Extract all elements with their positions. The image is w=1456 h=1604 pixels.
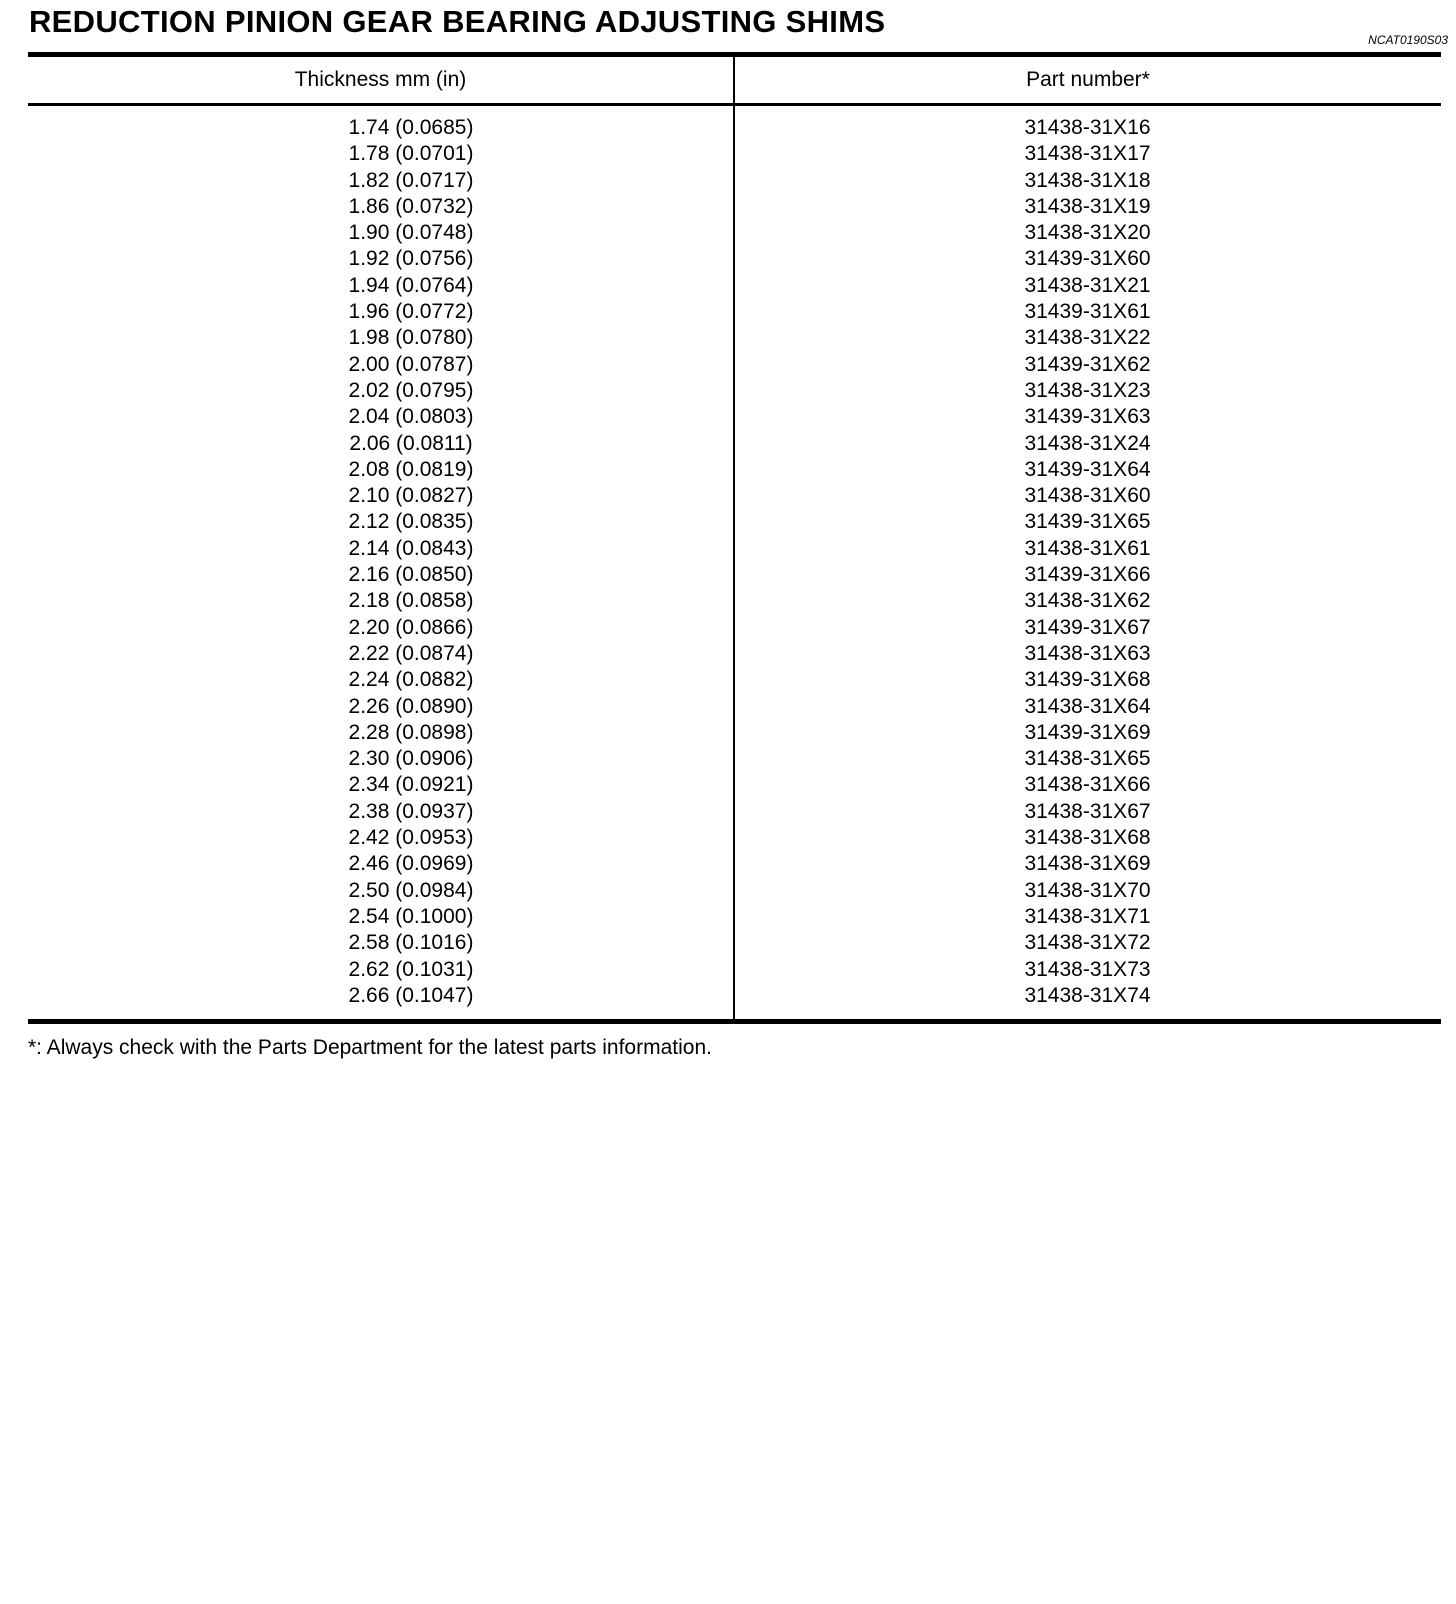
footnote: *: Always check with the Parts Department for the latest parts information. [28,1036,712,1059]
part-number-cell: 31438-31X62 [1024,589,1151,613]
table-row [28,825,1441,851]
thickness-cell: 2.28 (0.0898) [28,720,734,746]
table-row [28,641,1441,667]
table-row [28,431,1441,457]
table-row [28,615,1441,641]
part-number-cell: 31439-31X66 [1024,563,1151,587]
part-number-cell: 31438-31X65 [1024,747,1151,771]
thickness-cell: 2.54 (0.1000) [28,904,734,930]
table-row [28,983,1441,1009]
thickness-cell: 1.74 (0.0685) [28,115,734,141]
thickness-cell: 2.66 (0.1047) [28,983,734,1009]
part-number-cell: 31438-31X66 [1024,773,1151,797]
part-number-cell: 31438-31X73 [1024,957,1151,981]
thickness-cell: 2.08 (0.0819) [28,457,734,483]
table-row [28,957,1441,983]
thickness-cell: 2.58 (0.1016) [28,930,734,956]
table-row [28,694,1441,720]
part-number-cell: 31438-31X71 [1024,904,1151,928]
part-number-cell: 31438-31X19 [1024,194,1151,218]
table-row [28,483,1441,509]
part-number-cell: 31439-31X61 [1024,300,1151,324]
table-row [28,299,1441,325]
spacer-cell [734,105,1441,116]
thickness-cell: 2.46 (0.0969) [28,851,734,877]
part-number-cell: 31438-31X63 [1024,641,1151,665]
table-row [28,536,1441,562]
table-row [28,562,1441,588]
part-number-cell: 31438-31X70 [1024,878,1151,902]
thickness-cell: 2.38 (0.0937) [28,799,734,825]
table-row [28,904,1441,930]
part-number-cell: 31438-31X16 [1024,116,1151,139]
thickness-cell: 1.90 (0.0748) [28,220,734,246]
part-number-cell: 31439-31X60 [1024,247,1151,271]
table-row [28,457,1441,483]
table-row [28,404,1441,430]
thickness-cell: 2.10 (0.0827) [28,483,734,509]
part-number-cell: 31438-31X74 [1024,983,1151,1007]
thickness-cell: 1.92 (0.0756) [28,246,734,272]
table-row [28,378,1441,404]
thickness-cell: 2.30 (0.0906) [28,746,734,772]
part-number-cell: 31438-31X17 [1024,142,1151,166]
table-spacer-bottom [28,1009,1441,1022]
table-row [28,246,1441,272]
thickness-cell: 2.18 (0.0858) [28,588,734,614]
table-row [28,667,1441,693]
table-body [28,105,1441,1022]
part-number-cell: 31439-31X69 [1024,720,1151,744]
table-row [28,772,1441,798]
thickness-cell: 2.04 (0.0803) [28,404,734,430]
thickness-cell: 2.26 (0.0890) [28,694,734,720]
part-number-cell: 31438-31X18 [1024,168,1151,192]
part-number-cell: 31439-31X63 [1024,405,1151,429]
table-row [28,588,1441,614]
part-number-cell: 31438-31X21 [1024,273,1151,297]
part-number-cell: 31438-31X68 [1024,826,1151,850]
table-spacer-top [28,105,1441,116]
part-number-cell: 31438-31X67 [1024,799,1151,823]
part-number-cell: 31438-31X23 [1024,378,1151,402]
part-number-cell: 31439-31X64 [1024,457,1151,481]
table-row [28,509,1441,535]
shim-table [28,52,1441,1024]
thickness-cell: 1.86 (0.0732) [28,194,734,220]
table-row [28,746,1441,772]
table-row [28,720,1441,746]
part-number-cell: 31439-31X65 [1024,510,1151,534]
thickness-cell: 2.12 (0.0835) [28,509,734,535]
thickness-cell: 1.96 (0.0772) [28,299,734,325]
document-code: NCAT0190S03 [1368,33,1448,47]
part-number-cell: 31438-31X72 [1024,931,1151,955]
table-row [28,220,1441,246]
spacer-cell [734,1009,1441,1022]
spacer-cell [28,105,734,116]
thickness-cell: 2.16 (0.0850) [28,562,734,588]
table-row [28,930,1441,956]
thickness-cell: 1.94 (0.0764) [28,273,734,299]
table-row [28,325,1441,351]
part-number-cell: 31438-31X64 [1024,694,1151,718]
part-number-cell: 31439-31X67 [1024,615,1151,639]
thickness-cell: 1.78 (0.0701) [28,141,734,167]
thickness-cell: 2.22 (0.0874) [28,641,734,667]
thickness-cell: 2.24 (0.0882) [28,667,734,693]
thickness-cell: 2.62 (0.1031) [28,957,734,983]
table-header [28,55,1441,105]
thickness-cell: 2.02 (0.0795) [28,378,734,404]
thickness-cell: 2.20 (0.0866) [28,615,734,641]
part-number-cell: 31438-31X22 [1024,326,1151,350]
page-title: REDUCTION PINION GEAR BEARING ADJUSTING SHIMS [29,4,886,39]
table-row [28,352,1441,378]
table-row [28,799,1441,825]
part-number-cell: 31439-31X62 [1024,352,1151,376]
table-row [28,878,1441,904]
table-row [28,168,1441,194]
part-number-cell: 31438-31X24 [1024,431,1151,455]
thickness-cell: 2.50 (0.0984) [28,878,734,904]
part-number-cell: 31438-31X60 [1024,484,1151,508]
spacer-cell [28,1009,734,1022]
thickness-cell: 2.34 (0.0921) [28,772,734,798]
table-row [28,851,1441,877]
table-row [28,273,1441,299]
thickness-cell: 1.98 (0.0780) [28,325,734,351]
part-number-cell: 31439-31X68 [1024,668,1151,692]
thickness-cell: 1.82 (0.0717) [28,168,734,194]
column-header-thickness: Thickness mm (in) [28,55,734,105]
column-header-part-number: Part number* [734,55,1441,105]
thickness-cell: 2.42 (0.0953) [28,825,734,851]
table-row [28,141,1441,167]
table-row [28,115,1441,141]
part-number-cell: 31438-31X69 [1024,852,1151,876]
thickness-cell: 2.06 (0.0811) [28,431,734,457]
table-row [28,194,1441,220]
thickness-cell: 2.14 (0.0843) [28,536,734,562]
thickness-cell: 2.00 (0.0787) [28,352,734,378]
part-number-cell: 31438-31X20 [1024,221,1151,245]
table-header-row [28,55,1441,105]
part-number-cell: 31438-31X61 [1024,536,1151,560]
